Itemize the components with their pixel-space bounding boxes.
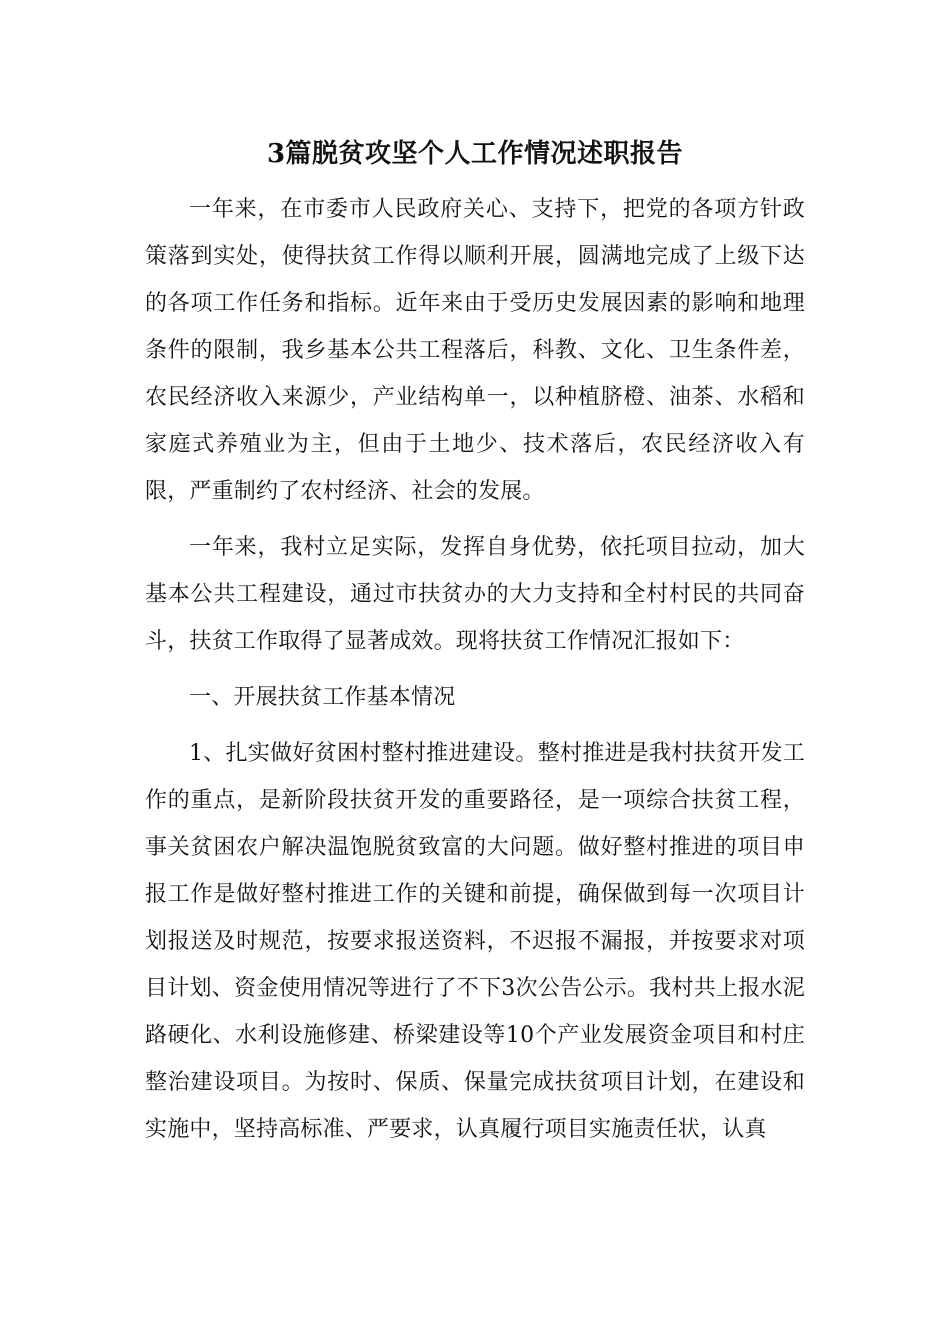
- section-heading: 一、开展扶贫工作基本情况: [189, 685, 456, 710]
- document-body: [145, 130, 805, 1153]
- document-title: 3篇脱贫攻坚个人工作情况述职报告: [266, 139, 684, 169]
- intro-paragraph: 一年来，在市委市人民政府关心、支持下，把党的各项方针政策落到实处，使得扶贫工作得以顺利开展，圆满地完成了上级下达的各项工作任务和指标。近年来由于受历史发展因素的影响和地理条件的限制，我乡基本公共工程落后，科教、文化、卫生条件差，农民经济收入来源少，产业结构单一，以种植脐橙、油茶、水稻和家庭式养殖业为主，但由于土地少、技术落后，农民经济收入有限，严重制约了农村经济、社会的发展。: [145, 197, 805, 504]
- summary-paragraph: 一年来，我村立足实际，发挥自身优势，依托项目拉动，加大基本公共工程建设，通过市扶贫办的大力支持和全村村民的共同奋斗，扶贫工作取得了显著成效。现将扶贫工作情况汇报如下：: [145, 535, 805, 654]
- section-paragraph: 1、扎实做好贫困村整村推进建设。整村推进是我村扶贫开发工作的重点，是新阶段扶贫开发的重要路径，是一项综合扶贫工程，事关贫困农户解决温饱脱贫致富的大问题。做好整村推进的项目申报工作是做好整村推进工作的关键和前提，确保做到每一次项目计划报送及时规范，按要求报送资料，不迟报不漏报，并按要求对项目计划、资金使用情况等进行了不下3次公告公示。我村共上报水泥路硬化、水利设施修建、桥梁建设等10个产业发展资金项目和村庄整治建设项目。为按时、保质、保量完成扶贫项目计划，在建设和实施中，坚持高标准、严要求，认真履行项目实施责任状，认真: [145, 741, 805, 1142]
